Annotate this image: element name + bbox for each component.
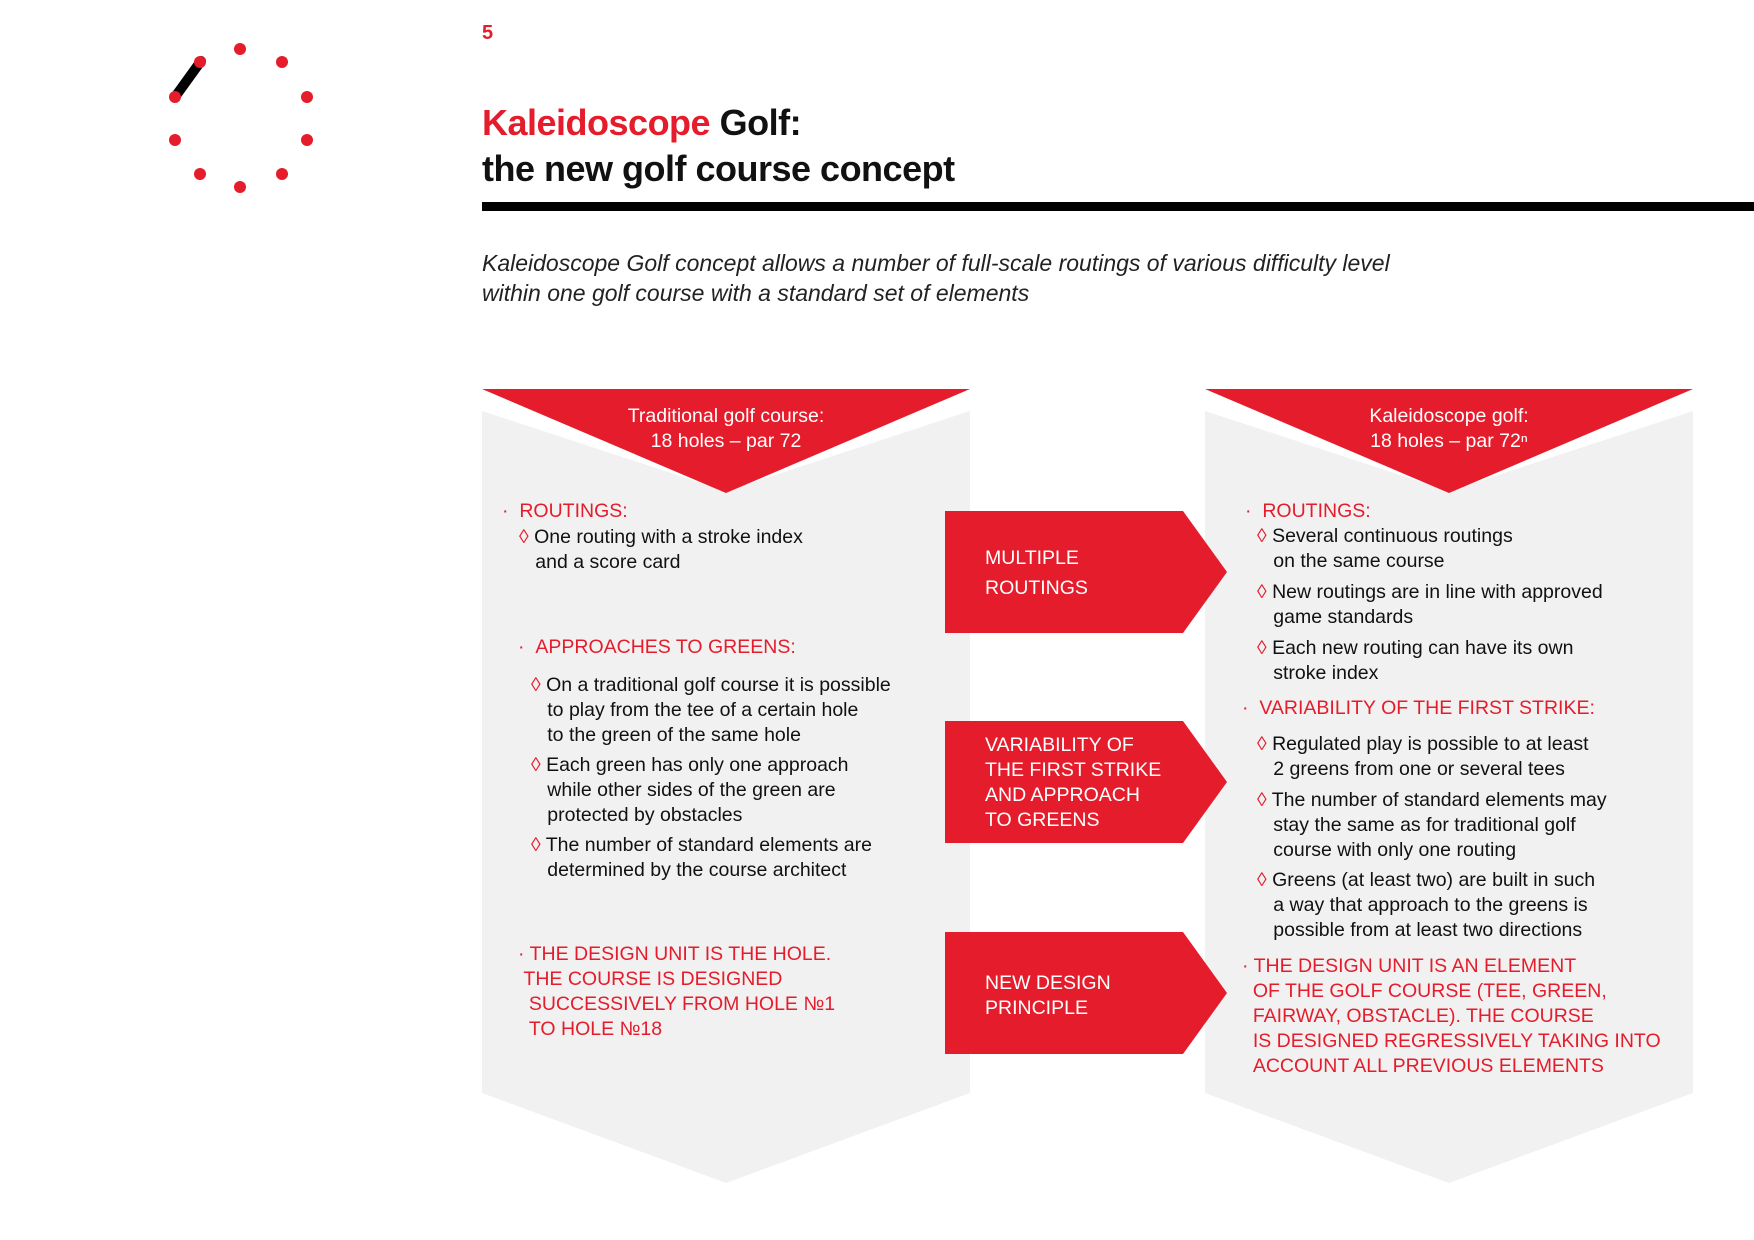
logo-dot	[276, 168, 288, 180]
header-line: 18 holes – par 72ⁿ	[1370, 430, 1528, 452]
arrow-line: THE FIRST STRIKE	[985, 759, 1162, 781]
design-line: ACCOUNT ALL PREVIOUS ELEMENTS	[1252, 1055, 1604, 1077]
item-line: Each new routing can have its own	[1272, 637, 1574, 659]
page-title	[482, 100, 955, 192]
logo-dot	[169, 134, 181, 146]
left-approach-item-2	[531, 753, 849, 828]
right-routing-item-1	[1257, 524, 1513, 574]
bullet-marker: ·	[1242, 697, 1249, 719]
right-routing-item-3	[1257, 636, 1573, 686]
title-rule	[482, 202, 1754, 211]
item-line: possible from at least two directions	[1273, 919, 1583, 941]
item-line: One routing with a stroke index	[534, 526, 803, 548]
title-rest: Golf:	[710, 102, 802, 143]
kaleidoscope-logo-icon	[150, 34, 320, 204]
bullet-marker: ·	[1245, 500, 1252, 522]
arrow-line: TO GREENS	[985, 809, 1100, 831]
item-line: Several continuous routings	[1272, 525, 1513, 547]
right-routings-heading	[1245, 499, 1371, 524]
item-line: The number of standard elements are	[545, 834, 872, 856]
logo-dot	[194, 56, 206, 68]
arrow-line: VARIABILITY OF	[985, 734, 1134, 756]
bullet-marker: ·	[1242, 955, 1249, 977]
design-line: THE DESIGN UNIT IS AN ELEMENT	[1253, 955, 1577, 977]
logo-dot	[301, 134, 313, 146]
right-strike-item-2	[1257, 788, 1607, 863]
arrow-line: AND APPROACH	[985, 784, 1140, 806]
bullet-marker: ·	[502, 500, 509, 522]
right-strike-item-1	[1257, 732, 1589, 782]
heading-text: ROUTINGS:	[519, 500, 628, 522]
design-line: SUCCESSIVELY FROM HOLE №1	[528, 993, 836, 1015]
left-approach-item-3	[531, 833, 872, 883]
item-line: stay the same as for traditional golf	[1273, 814, 1576, 836]
title-line2: the new golf course concept	[482, 148, 955, 189]
item-line: and a score card	[535, 551, 681, 573]
kaleidoscope-header	[1205, 404, 1693, 454]
arrow-line: ROUTINGS	[985, 577, 1088, 599]
diamond-marker: ◊	[1257, 581, 1267, 603]
design-line: THE COURSE IS DESIGNED	[523, 968, 783, 990]
item-line: On a traditional golf course it is possible	[546, 674, 891, 696]
multiple-routings-label	[985, 543, 1088, 603]
item-line: determined by the course architect	[547, 859, 847, 881]
logo-dot	[169, 91, 181, 103]
traditional-header	[482, 404, 970, 454]
logo-dot	[194, 168, 206, 180]
item-line: while other sides of the green are	[547, 779, 836, 801]
right-design-unit	[1242, 954, 1661, 1079]
item-line: protected by obstacles	[547, 804, 743, 826]
logo-dot	[234, 43, 246, 55]
design-line: FAIRWAY, OBSTACLE). THE COURSE	[1252, 1005, 1594, 1027]
diamond-marker: ◊	[1257, 525, 1267, 547]
logo-dot	[276, 56, 288, 68]
arrow-line: PRINCIPLE	[985, 997, 1088, 1019]
intro-text	[482, 248, 1390, 308]
item-line: Greens (at least two) are built in such	[1272, 869, 1596, 891]
item-line: stroke index	[1273, 662, 1379, 684]
design-line: OF THE GOLF COURSE (TEE, GREEN,	[1252, 980, 1607, 1002]
item-line: New routings are in line with approved	[1272, 581, 1603, 603]
item-line: Regulated play is possible to at least	[1272, 733, 1589, 755]
heading-text: VARIABILITY OF THE FIRST STRIKE:	[1259, 697, 1595, 719]
item-line: to the green of the same hole	[547, 724, 801, 746]
design-line: THE DESIGN UNIT IS THE HOLE.	[529, 943, 832, 965]
diamond-marker: ◊	[1257, 637, 1267, 659]
item-line: a way that approach to the greens is	[1273, 894, 1588, 916]
diamond-marker: ◊	[519, 526, 529, 548]
heading-text: APPROACHES TO GREENS:	[535, 636, 796, 658]
page-number: 5	[482, 22, 494, 44]
logo-dot	[234, 181, 246, 193]
left-approach-item-1	[531, 673, 891, 748]
diamond-marker: ◊	[531, 754, 541, 776]
right-strike-heading	[1242, 696, 1595, 721]
design-line: IS DESIGNED REGRESSIVELY TAKING INTO	[1252, 1030, 1661, 1052]
diamond-marker: ◊	[1257, 733, 1267, 755]
arrow-line: NEW DESIGN	[985, 972, 1111, 994]
diamond-marker: ◊	[531, 834, 541, 856]
intro-line-1: Kaleidoscope Golf concept allows a number of full-scale routings of various difficulty level	[482, 250, 1390, 276]
header-line: Kaleidoscope golf:	[1369, 405, 1529, 427]
left-design-unit	[518, 942, 835, 1042]
heading-text: ROUTINGS:	[1262, 500, 1371, 522]
item-line: game standards	[1273, 606, 1414, 628]
item-line: Each green has only one approach	[546, 754, 849, 776]
header-line: 18 holes – par 72	[650, 430, 802, 452]
title-brand: Kaleidoscope	[482, 102, 711, 143]
item-line: course with only one routing	[1273, 839, 1517, 861]
item-line: 2 greens from one or several tees	[1273, 758, 1565, 780]
diamond-marker: ◊	[531, 674, 541, 696]
item-line: to play from the tee of a certain hole	[547, 699, 859, 721]
item-line: The number of standard elements may	[1271, 789, 1607, 811]
item-line: on the same course	[1273, 550, 1445, 572]
bullet-marker: ·	[518, 636, 525, 658]
logo-dot	[301, 91, 313, 103]
design-line: TO HOLE №18	[528, 1018, 663, 1040]
left-routings-heading	[502, 499, 628, 524]
variability-label	[985, 733, 1161, 833]
bullet-marker: ·	[518, 943, 525, 965]
new-design-principle-label	[985, 971, 1111, 1021]
header-line: Traditional golf course:	[627, 405, 825, 427]
intro-line-2: within one golf course with a standard set of elements	[482, 280, 1030, 306]
right-routing-item-2	[1257, 580, 1603, 630]
left-approaches-heading	[518, 635, 796, 660]
arrow-line: MULTIPLE	[985, 547, 1079, 569]
diamond-marker: ◊	[1257, 869, 1267, 891]
left-routing-item	[519, 525, 803, 575]
diamond-marker: ◊	[1257, 789, 1267, 811]
right-strike-item-3	[1257, 868, 1595, 943]
